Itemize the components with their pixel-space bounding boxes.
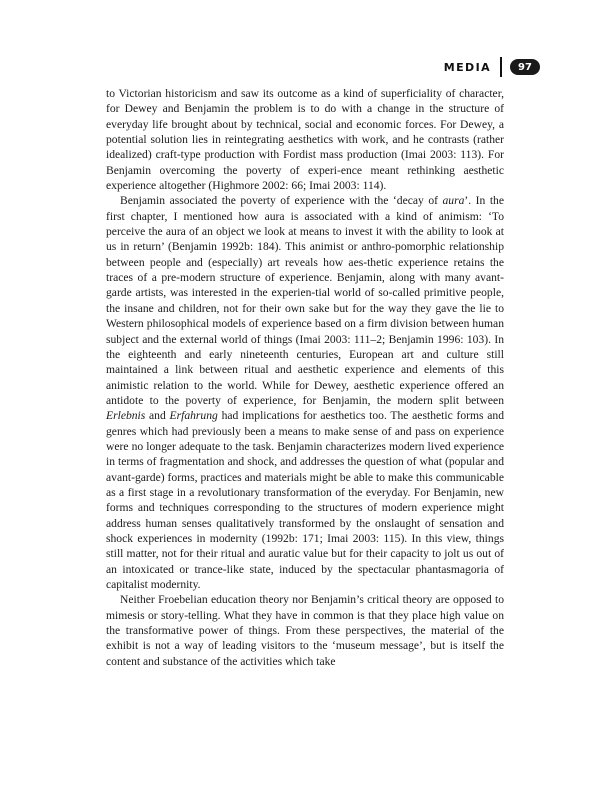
paragraph-1-text: to Victorian historicism and saw its outcome as a kind of superficiality of character, for Dewey and Benjamin the problem is to do with a change in the structure of everyday life brought about by technical, social and economic forces. For Dewey, a potential solution lies in reintegrating aesthetics with work, and he contrasts (rather idealized) craft-type production with Fordist mass production (Imai 2003: 113). For Benjamin overcoming the poverty of experi-ence meant rethinking aesthetic experience altogether (Highmore 2002: 66; Imai 2003: 114). xyxy=(106,87,504,193)
paragraph-2-text-a: Benjamin associated the poverty of experience with the ‘decay of xyxy=(120,194,443,208)
term-erfahrung: Erfahrung xyxy=(169,409,218,423)
term-erlebnis: Erlebnis xyxy=(106,409,146,423)
paragraph-2 xyxy=(106,193,504,592)
section-label: MEDIA xyxy=(443,60,491,74)
paragraph-2-text-d: had implications for aesthetics too. The aesthetic forms and genres which had previously been a means to make sense of and pass on experience were no longer adequate to the task. Benjamin characterizes modern lived experience in terms of fragmentation and shock, and addresses the question of what (popular and avant-garde) forms, practices and materials might be able to make this communicable as a first stage in a revolutionary transformation of the everyday. For Benjamin, new forms and techniques corresponding to the structures of modern experience might address human senses qualitatively transformed by the onslaught of sensation and shock experiences in modernity (1992b: 171; Imai 2003: 115). In this view, things still matter, not for their ritual and auratic value but for their capacity to jolt us out of an intoxicated or trance-like state, induced by the spectacular phantasmagoria of capitalist modernity. xyxy=(106,409,504,591)
body-text xyxy=(106,86,504,669)
header-divider xyxy=(500,57,502,77)
running-head xyxy=(444,55,540,79)
paragraph-2-text-b: ’. In the first chapter, I mentioned how aura is associated with a kind of animism: ‘To perceive the aura of an object we look at means to invest it with the ability to look at us in return’ (Benjamin 1992b: 184). This animist or anthro-pomorphic relationship between people and (especially) art reveals how aes-thetic experience retains the traces of a pre-modern structure of experience. Benjamin, along with many avant-garde artists, was interested in the experien-tial world of so-called primitive people, the insane and children, not for their own sake but for the way they gave the lie to Western philosophical models of experience based on a firm division between human subject and the external world of things (Imai 2003: 111–2; Benjamin 1996: 103). In the eighteenth and early nineteenth centuries, European art and culture still maintained a link between ritual and aesthetic experience and elements of this animistic relation to the world. While for Dewey, aesthetic experience offered an antidote to the poverty of experience, for Benjamin, the modern split between xyxy=(106,194,504,407)
term-aura: aura xyxy=(442,194,465,208)
paragraph-2-text-c: and xyxy=(145,409,170,423)
paragraph-1 xyxy=(106,86,504,193)
paragraph-3-text: Neither Froebelian education theory nor Benjamin’s critical theory are opposed to mimesis or story-telling. What they have in common is that they place high value on the transformative power of things. From these perspectives, the material of the exhibit is not a way of leading visitors to the ‘museum message’, but is itself the content and substance of the activities which take xyxy=(106,593,504,668)
paragraph-3 xyxy=(106,592,504,669)
page-number-badge: 97 xyxy=(510,59,540,75)
